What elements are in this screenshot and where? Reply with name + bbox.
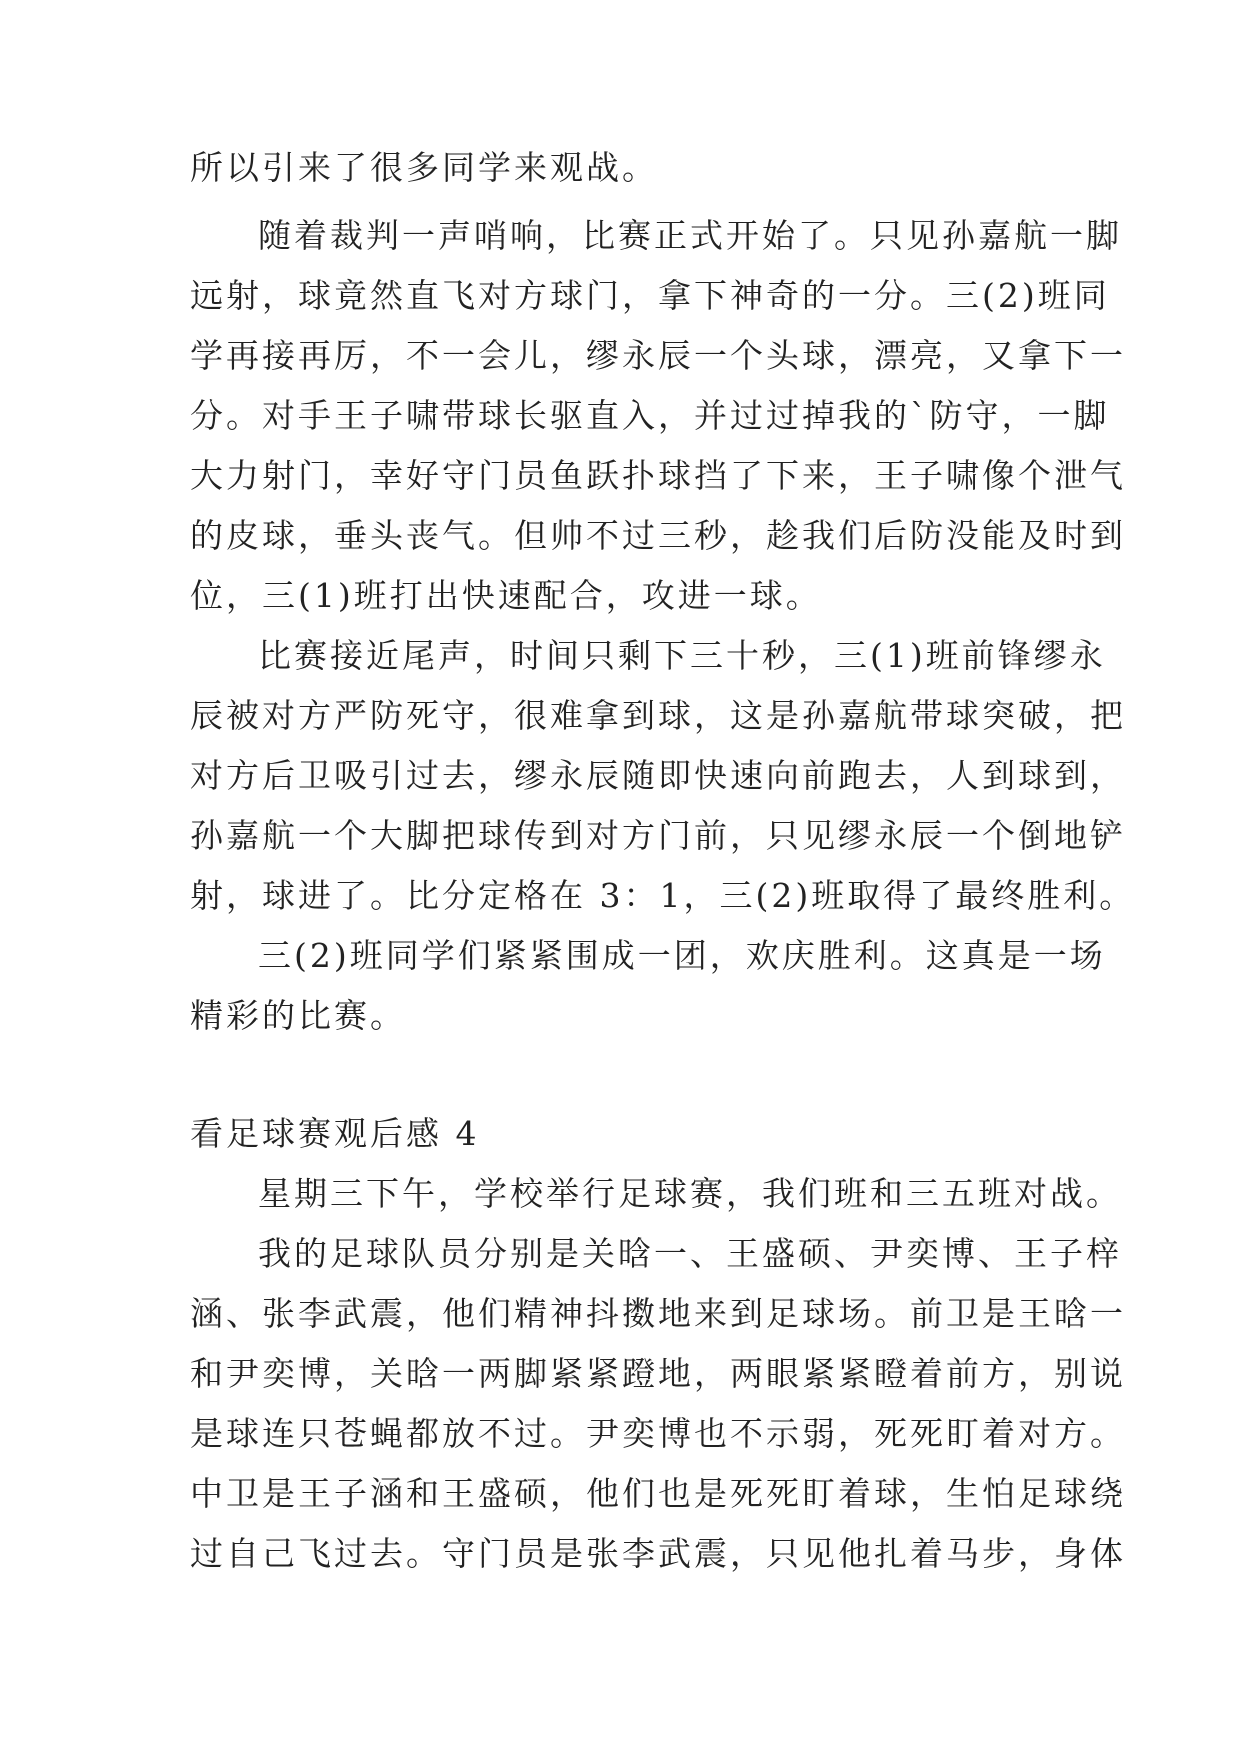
paragraph-line: 位，三(1)班打出快速配合，攻进一球。	[190, 576, 822, 615]
paragraph-line: 大力射门，幸好守门员鱼跃扑球挡了下来，王子啸像个泄气	[190, 456, 1126, 495]
paragraph-line: 分。对手王子啸带球长驱直入，并过过掉我的`防守，一脚	[190, 396, 1110, 435]
paragraph-line: 我的足球队员分别是关晗一、王盛硕、尹奕博、王子梓	[258, 1234, 1122, 1273]
paragraph-line: 远射，球竟然直飞对方球门，拿下神奇的一分。三(2)班同	[190, 276, 1110, 315]
paragraph-line: 的皮球，垂头丧气。但帅不过三秒，趁我们后防没能及时到	[190, 516, 1126, 555]
paragraph-line: 涵、张李武震，他们精神抖擞地来到足球场。前卫是王晗一	[190, 1294, 1126, 1333]
paragraph-line: 中卫是王子涵和王盛硕，他们也是死死盯着球，生怕足球绕	[190, 1474, 1126, 1513]
paragraph-line: 是球连只苍蝇都放不过。尹奕博也不示弱，死死盯着对方。	[190, 1414, 1126, 1453]
paragraph-line: 孙嘉航一个大脚把球传到对方门前，只见缪永辰一个倒地铲	[190, 816, 1126, 855]
paragraph-line: 对方后卫吸引过去，缪永辰随即快速向前跑去，人到球到，	[190, 756, 1126, 795]
paragraph-line: 随着裁判一声哨响，比赛正式开始了。只见孙嘉航一脚	[258, 216, 1122, 255]
paragraph-line: 射，球进了。比分定格在 3：1，三(2)班取得了最终胜利。	[190, 876, 1136, 915]
paragraph-line: 和尹奕博，关晗一两脚紧紧蹬地，两眼紧紧瞪着前方，别说	[190, 1354, 1126, 1393]
paragraph-line: 过自己飞过去。守门员是张李武震，只见他扎着马步，身体	[190, 1534, 1126, 1573]
paragraph-line: 三(2)班同学们紧紧围成一团，欢庆胜利。这真是一场	[258, 936, 1106, 975]
paragraph-line: 学再接再厉，不一会儿，缪永辰一个头球，漂亮，又拿下一	[190, 336, 1126, 375]
paragraph-line: 星期三下午，学校举行足球赛，我们班和三五班对战。	[258, 1174, 1122, 1213]
paragraph-line: 所以引来了很多同学来观战。	[190, 148, 658, 187]
paragraph-line: 精彩的比赛。	[190, 996, 406, 1035]
section-heading: 看足球赛观后感 4	[190, 1114, 480, 1153]
paragraph-line: 辰被对方严防死守，很难拿到球，这是孙嘉航带球突破，把	[190, 696, 1126, 735]
paragraph-line: 比赛接近尾声，时间只剩下三十秒，三(1)班前锋缪永	[258, 636, 1106, 675]
